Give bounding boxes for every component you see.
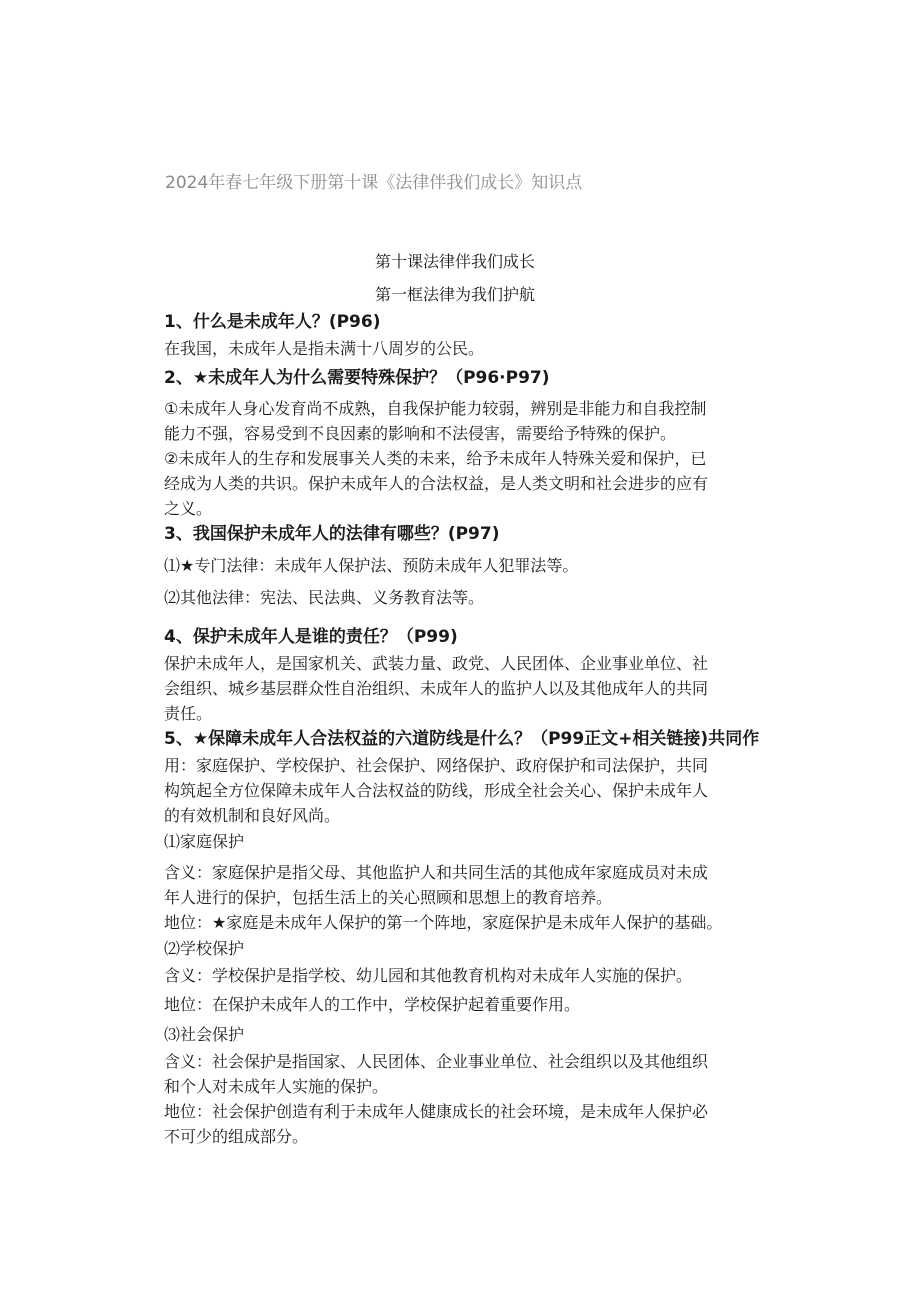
question-heading-3: 3、我国保护未成年人的法律有哪些？(P97) (164, 524, 500, 544)
paragraph-line: 的有效机制和良好风尚。 (164, 806, 341, 825)
paragraph-line: 用：家庭保护、学校保护、社会保护、网络保护、政府保护和司法保护，共同 (164, 756, 709, 775)
paragraph-line: 含义：学校保护是指学校、幼儿园和其他教育机构对未成年人实施的保护。 (164, 966, 693, 985)
question-heading-1: 1、什么是未成年人？(P96) (164, 312, 381, 332)
paragraph-line: 构筑起全方位保障未成年人合法权益的防线，形成全社会关心、保护未成年人 (164, 781, 709, 800)
paragraph-line: 责任。 (164, 704, 213, 723)
paragraph-line: 保护未成年人，是国家机关、武装力量、政党、人民团体、企业事业单位、社 (164, 654, 709, 673)
list-item: ⑵其他法律：宪法、民法典、义务教育法等。 (164, 588, 485, 607)
paragraph-line: 地位：在保护未成年人的工作中，学校保护起着重要作用。 (164, 995, 581, 1014)
question-heading-4: 4、保护未成年人是谁的责任？（P99) (164, 627, 458, 647)
question-heading-5: 5、★保障未成年人合法权益的六道防线是什么？（P99正文+相关链接)共同作 (164, 729, 760, 749)
subheading-social-protection: ⑶社会保护 (164, 1025, 245, 1044)
paragraph-line: 地位：★家庭是未成年人保护的第一个阵地，家庭保护是未成年人保护的基础。 (164, 913, 723, 932)
document-title: 2024年春七年级下册第十课《法律伴我们成长》知识点 (165, 173, 583, 193)
paragraph-line: 在我国，未成年人是指未满十八周岁的公民。 (164, 339, 485, 358)
paragraph-line: 和个人对未成年人实施的保护。 (164, 1077, 389, 1096)
paragraph-line: 含义：家庭保护是指父母、其他监护人和共同生活的其他成年家庭成员对未成 (164, 863, 709, 882)
paragraph-line: 地位：社会保护创造有利于未成年人健康成长的社会环境，是未成年人保护必 (164, 1102, 709, 1121)
paragraph-line: 年人进行的保护，包括生活上的关心照顾和思想上的教育培养。 (164, 888, 613, 907)
paragraph-line: 之义。 (164, 499, 213, 518)
paragraph-line: 不可少的组成部分。 (164, 1127, 309, 1146)
document-body (164, 309, 760, 1149)
lesson-title: 第十课法律伴我们成长 (374, 252, 535, 271)
question-heading-2: 2、★未成年人为什么需要特殊保护？（P96·P97) (164, 368, 550, 388)
subheading-family-protection: ⑴家庭保护 (164, 832, 245, 851)
paragraph-line: ②未成年人的生存和发展事关人类的未来，给予未成年人特殊关爱和保护，已 (164, 449, 707, 468)
paragraph-line: ①未成年人身心发育尚不成熟，自我保护能力较弱，辨别是非能力和自我控制 (164, 399, 707, 418)
section-title: 第一框法律为我们护航 (374, 285, 535, 304)
subheading-school-protection: ⑵学校保护 (164, 939, 245, 958)
paragraph-line: 含义：社会保护是指国家、人民团体、企业事业单位、社会组织以及其他组织 (164, 1052, 709, 1071)
paragraph-line: 会组织、城乡基层群众性自治组织、未成年人的监护人以及其他成年人的共同 (164, 679, 709, 698)
paragraph-line: 经成为人类的共识。保护未成年人的合法权益，是人类文明和社会进步的应有 (164, 474, 709, 493)
list-item: ⑴★专门法律：未成年人保护法、预防未成年人犯罪法等。 (164, 556, 579, 575)
paragraph-line: 能力不强，容易受到不良因素的影响和不法侵害，需要给予特殊的保护。 (164, 424, 677, 443)
